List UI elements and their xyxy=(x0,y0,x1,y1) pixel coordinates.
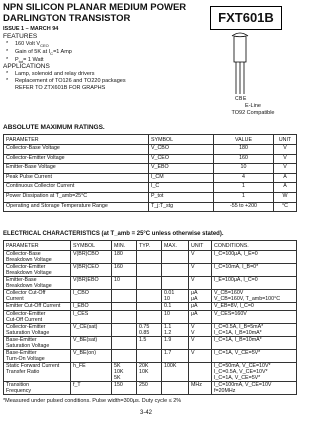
issue-date: ISSUE 1 – MARCH 94 xyxy=(3,26,59,32)
title-line-2: DARLINGTON TRANSISTOR xyxy=(3,13,131,24)
table-cell: A xyxy=(274,183,297,193)
table-cell-unit: V xyxy=(189,251,212,264)
table-cell-cond: I_C=1A, I_B=10mA* xyxy=(212,337,297,350)
list-item: * $P_{tot}= 1$ Watt xyxy=(6,57,44,65)
table-cell-cond: I_C=100mA, V_CE=10V f=20MHz xyxy=(212,382,297,395)
table-cell-max: 0.1 xyxy=(162,303,189,311)
table-row xyxy=(4,251,297,264)
table-cell-min xyxy=(112,290,137,303)
table-row xyxy=(4,164,297,174)
table-row xyxy=(4,173,297,183)
table-cell-max xyxy=(162,382,189,395)
page-number: 3-42 xyxy=(140,410,153,416)
table-cell-param: Collector-Base Breakdown Voltage xyxy=(4,251,71,264)
table-cell-typ xyxy=(137,303,162,311)
table-header-row: PARAMETER SYMBOL MIN. TYP. MAX. UNIT CONDITIONS. xyxy=(4,241,297,251)
table-cell-min xyxy=(112,324,137,337)
table-cell-typ xyxy=(137,277,162,290)
table-cell-unit: V xyxy=(189,350,212,363)
table-cell-typ xyxy=(137,264,162,277)
table-cell-param: Collector-Emitter Breakdown Voltage xyxy=(4,264,71,277)
features-heading: FEATURES xyxy=(3,33,38,40)
table-cell-cond: V_CB=160V V_CB=160V, T_amb=100°C xyxy=(212,290,297,303)
table-cell: T_j:T_stg xyxy=(149,202,214,212)
pin-label: E xyxy=(243,96,247,102)
table-cell-param: Base-Emitter Saturation Voltage xyxy=(4,337,71,350)
table-cell-cond: I_C=10mA, I_B=0* xyxy=(212,264,297,277)
footnote: *Measured under pulsed conditions. Pulse width=300μs. Duty cycle ≤ 2% xyxy=(3,398,182,404)
table-cell-symbol: I_CES xyxy=(71,311,112,324)
table-cell: 10 xyxy=(214,164,274,174)
table-cell-max: 1.7 xyxy=(162,350,189,363)
table-cell: Peak Pulse Current xyxy=(4,173,149,183)
table-cell: V_CEO xyxy=(149,154,214,164)
electrical-table xyxy=(3,240,297,395)
table-cell: 180 xyxy=(214,145,274,155)
table-cell-min: 180 xyxy=(112,251,137,264)
pin-label: B xyxy=(239,96,243,102)
table-cell-param: Emitter-Base Breakdown Voltage xyxy=(4,277,71,290)
table-cell-symbol: V(BR)CEO xyxy=(71,264,112,277)
table-cell-unit: μA xyxy=(189,311,212,324)
table-row xyxy=(4,350,297,363)
table-cell-min xyxy=(112,350,137,363)
table-cell-max: 100K xyxy=(162,363,189,382)
list-item: * Replacement of TO126 and TO220 packages xyxy=(6,78,126,84)
table-cell: Collector-Base Voltage xyxy=(4,145,149,155)
table-row xyxy=(4,192,297,202)
table-cell-unit xyxy=(189,363,212,382)
table-cell-symbol: I_CBO xyxy=(71,290,112,303)
table-cell: 160 xyxy=(214,154,274,164)
table-cell-max xyxy=(162,264,189,277)
table-cell-param: Collector-Emitter Cut-Off Current xyxy=(4,311,71,324)
table-row xyxy=(4,145,297,155)
table-cell-cond: I_E=100μA, I_C=0 xyxy=(212,277,297,290)
table-cell: V xyxy=(274,154,297,164)
part-number: FXT601B xyxy=(210,6,282,30)
table-cell-symbol: V(BR)EBO xyxy=(71,277,112,290)
table-row xyxy=(4,264,297,277)
table-cell-param: Static Forward Current Transfer Ratio xyxy=(4,363,71,382)
table-cell-symbol: V_BE(on) xyxy=(71,350,112,363)
table-cell-unit: MHz xyxy=(189,382,212,395)
table-cell-unit: μA μA xyxy=(189,290,212,303)
table-cell: Continuous Collector Current xyxy=(4,183,149,193)
table-cell-max: 10 xyxy=(162,311,189,324)
table-cell-min xyxy=(112,303,137,311)
table-cell-param: Transition Frequency xyxy=(4,382,71,395)
table-cell: °C xyxy=(274,202,297,212)
table-cell-unit: μA xyxy=(189,303,212,311)
table-cell: Operating and Storage Temperature Range xyxy=(4,202,149,212)
table-cell-symbol: I_EBO xyxy=(71,303,112,311)
table-row xyxy=(4,290,297,303)
table-row xyxy=(4,382,297,395)
table-cell-max xyxy=(162,277,189,290)
table-cell-param: Emitter Cut-Off Current xyxy=(4,303,71,311)
table-cell: -55 to +200 xyxy=(214,202,274,212)
table-header-row: PARAMETER SYMBOL VALUE UNIT xyxy=(4,135,297,145)
table-cell: Power Dissipation at T_amb=25°C xyxy=(4,192,149,202)
package-label: E-Line TO92 Compatible xyxy=(231,103,275,116)
table-cell-unit: V V xyxy=(189,324,212,337)
table-cell-symbol: V(BR)CBO xyxy=(71,251,112,264)
table-cell-param: Collector-Emitter Saturation Voltage xyxy=(4,324,71,337)
table-cell: A xyxy=(274,173,297,183)
table-cell-typ: 0.75 0.85 xyxy=(137,324,162,337)
table-row xyxy=(4,303,297,311)
table-cell-typ: 20K 10K xyxy=(137,363,162,382)
table-row xyxy=(4,337,297,350)
table-row xyxy=(4,324,297,337)
applications-heading: APPLICATIONS xyxy=(3,63,50,70)
table-cell: 1 xyxy=(214,183,274,193)
table-cell-max: 1.1 1.2 xyxy=(162,324,189,337)
abs-max-heading: ABSOLUTE MAXIMUM RATINGS. xyxy=(3,124,105,131)
table-row xyxy=(4,154,297,164)
table-cell-max: 1.9 xyxy=(162,337,189,350)
table-cell-min xyxy=(112,337,137,350)
table-cell: I_C xyxy=(149,183,214,193)
table-cell-symbol: f_T xyxy=(71,382,112,395)
list-item: * 160 Volt $V_{CEO}$ xyxy=(6,41,49,49)
table-cell: 1 xyxy=(214,192,274,202)
table-cell-max xyxy=(162,251,189,264)
list-item: * Gain of 5K at $I_C=1$ Amp xyxy=(6,49,72,57)
pin-label: C xyxy=(235,96,239,102)
electrical-heading: ELECTRICAL CHARACTERISTICS (at T_amb = 25°C unless otherwise stated). xyxy=(3,231,224,237)
table-cell-symbol: V_BE(sat) xyxy=(71,337,112,350)
table-cell: V xyxy=(274,164,297,174)
table-cell-min: 10 xyxy=(112,277,137,290)
table-cell-symbol: h_FE xyxy=(71,363,112,382)
table-cell-cond: V_CES=160V xyxy=(212,311,297,324)
table-cell: V_CBO xyxy=(149,145,214,155)
list-item: * Lamp, solenoid and relay drivers xyxy=(6,71,95,77)
table-cell-unit: V xyxy=(189,264,212,277)
table-cell-min: 160 xyxy=(112,264,137,277)
features-list xyxy=(6,41,72,65)
table-cell-typ xyxy=(137,251,162,264)
table-cell-symbol: V_CE(sat) xyxy=(71,324,112,337)
table-cell-typ xyxy=(137,311,162,324)
table-row xyxy=(4,183,297,193)
table-cell-cond: V_EB=8V, I_C=0 xyxy=(212,303,297,311)
table-cell-cond: I_C=50mA, V_CE=10V* I_C=0.5A, V_CE=10V* I_C=1A, V_CE=5V* xyxy=(212,363,297,382)
table-cell-min: 150 xyxy=(112,382,137,395)
table-cell-cond: I_C=100μA, I_E=0 xyxy=(212,251,297,264)
table-cell-typ: 1.5 xyxy=(137,337,162,350)
list-item: REFER TO ZTX601B FOR GRAPHS xyxy=(15,85,106,91)
table-row xyxy=(4,202,297,212)
table-row xyxy=(4,311,297,324)
table-cell-min xyxy=(112,311,137,324)
package-drawing-icon xyxy=(222,32,286,102)
table-row xyxy=(4,363,297,382)
table-cell: Emitter-Base Voltage xyxy=(4,164,149,174)
table-cell-max: 0.01 10 xyxy=(162,290,189,303)
table-cell: W xyxy=(274,192,297,202)
title-line-1: NPN SILICON PLANAR MEDIUM POWER xyxy=(3,2,187,13)
table-cell-param: Base-Emitter Turn-On Voltage xyxy=(4,350,71,363)
table-cell: P_tot xyxy=(149,192,214,202)
table-cell-min: 5K 10K 5K xyxy=(112,363,137,382)
table-cell-cond: I_C=1A, V_CE=5V* xyxy=(212,350,297,363)
table-cell-unit: V xyxy=(189,337,212,350)
table-cell: I_CM xyxy=(149,173,214,183)
table-cell-typ: 250 xyxy=(137,382,162,395)
table-cell-param: Collector Cut-Off Current xyxy=(4,290,71,303)
applications-list xyxy=(6,71,126,92)
table-cell-cond: I_C=0.5A, I_B=5mA* I_C=1A, I_B=10mA* xyxy=(212,324,297,337)
page-title xyxy=(3,2,203,24)
table-cell: V xyxy=(274,145,297,155)
table-cell-typ xyxy=(137,290,162,303)
table-cell: 4 xyxy=(214,173,274,183)
abs-max-table xyxy=(3,134,297,212)
table-cell: Collector-Emitter Voltage xyxy=(4,154,149,164)
table-cell-typ xyxy=(137,350,162,363)
table-row xyxy=(4,277,297,290)
table-cell-unit: V xyxy=(189,277,212,290)
table-cell: V_EBO xyxy=(149,164,214,174)
